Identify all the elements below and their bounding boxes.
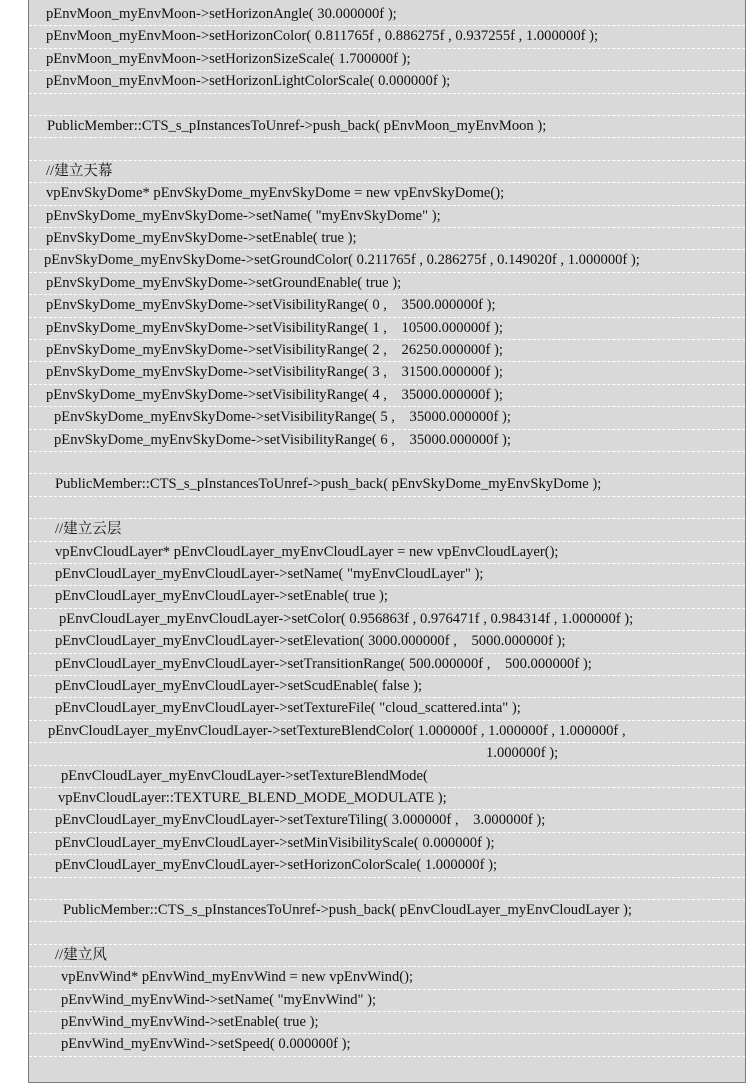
code-text: //建立风 — [55, 946, 107, 963]
code-line — [29, 116, 745, 138]
code-line — [29, 945, 745, 967]
code-text: pEnvWind_myEnvWind->setName( "myEnvWind" ); — [61, 991, 377, 1008]
code-text: vpEnvCloudLayer* pEnvCloudLayer_myEnvCloudLayer = new vpEnvCloudLayer(); — [55, 543, 559, 560]
code-text: pEnvMoon_myEnvMoon->setHorizonLightColorScale( 0.000000f ); — [46, 73, 451, 90]
code-line — [29, 26, 745, 48]
code-line — [29, 1034, 745, 1056]
code-text: PublicMember::CTS_s_pInstancesToUnref->push_back( pEnvSkyDome_myEnvSkyDome ); — [55, 476, 602, 493]
code-line — [29, 183, 745, 205]
code-text: vpEnvWind* pEnvWind_myEnvWind = new vpEnvWind(); — [61, 969, 414, 986]
code-listing — [28, 0, 746, 1083]
code-line — [29, 878, 745, 900]
code-line — [29, 385, 745, 407]
code-line — [29, 273, 745, 295]
code-text: pEnvWind_myEnvWind->setSpeed( 0.000000f ); — [61, 1036, 351, 1053]
code-text: pEnvCloudLayer_myEnvCloudLayer->setColor( 0.956863f , 0.976471f , 0.984314f , 1.000000f ); — [59, 610, 634, 627]
code-line — [29, 721, 745, 743]
code-line — [29, 766, 745, 788]
code-text: PublicMember::CTS_s_pInstancesToUnref->push_back( pEnvMoon_myEnvMoon ); — [47, 118, 547, 134]
code-line — [29, 4, 745, 26]
code-line — [29, 161, 745, 183]
code-text: //建立天幕 — [46, 162, 113, 179]
code-line — [29, 542, 745, 564]
code-text: pEnvSkyDome_myEnvSkyDome->setEnable( true ); — [46, 230, 357, 246]
code-text: pEnvCloudLayer_myEnvCloudLayer->setTextureBlendColor( 1.000000f , 1.000000f , 1.000000f , — [48, 722, 626, 739]
code-text: pEnvSkyDome_myEnvSkyDome->setVisibilityRange( 6 , 35000.000000f ); — [54, 431, 511, 448]
code-text: pEnvCloudLayer_myEnvCloudLayer->setName( "myEnvCloudLayer" ); — [55, 566, 484, 582]
code-text: PublicMember::CTS_s_pInstancesToUnref->push_back( pEnvCloudLayer_myEnvCloudLayer ); — [63, 902, 632, 918]
code-text: pEnvSkyDome_myEnvSkyDome->setVisibilityRange( 0 , 3500.000000f ); — [46, 297, 496, 314]
code-line — [29, 676, 745, 698]
code-line — [29, 340, 745, 362]
code-line — [29, 94, 745, 116]
code-text: pEnvWind_myEnvWind->setEnable( true ); — [61, 1014, 319, 1030]
code-line — [29, 564, 745, 586]
code-line — [29, 609, 745, 631]
code-text: pEnvCloudLayer_myEnvCloudLayer->setTransitionRange( 500.000000f , 500.000000f ); — [55, 655, 592, 672]
code-text: pEnvSkyDome_myEnvSkyDome->setVisibilityRange( 3 , 31500.000000f ); — [46, 364, 503, 381]
code-text: pEnvCloudLayer_myEnvCloudLayer->setTextureBlendMode( — [61, 767, 428, 784]
code-line — [29, 743, 745, 765]
code-line — [29, 497, 745, 519]
code-text: pEnvSkyDome_myEnvSkyDome->setGroundEnable( true ); — [46, 274, 402, 291]
code-text: pEnvCloudLayer_myEnvCloudLayer->setTextureTiling( 3.000000f , 3.000000f ); — [55, 812, 546, 829]
code-text: pEnvMoon_myEnvMoon->setHorizonColor( 0.811765f , 0.886275f , 0.937255f , 1.000000f ); — [46, 28, 599, 45]
code-line — [29, 138, 745, 160]
code-text: 1.000000f ); — [486, 745, 559, 762]
code-line — [29, 855, 745, 877]
code-text: pEnvMoon_myEnvMoon->setHorizonAngle( 30.000000f ); — [46, 6, 397, 22]
code-text: pEnvSkyDome_myEnvSkyDome->setGroundColor( 0.211765f , 0.286275f , 0.149020f , 1.000000f ); — [44, 252, 640, 269]
code-line — [29, 810, 745, 832]
code-text: pEnvMoon_myEnvMoon->setHorizonSizeScale( 1.700000f ); — [46, 50, 411, 67]
code-line — [29, 519, 745, 541]
code-text: pEnvCloudLayer_myEnvCloudLayer->setScudEnable( false ); — [55, 678, 423, 694]
code-text: vpEnvCloudLayer::TEXTURE_BLEND_MODE_MODULATE ); — [58, 790, 447, 806]
code-line — [29, 833, 745, 855]
code-line — [29, 788, 745, 810]
code-line — [29, 586, 745, 608]
code-line — [29, 1012, 745, 1034]
code-text: //建立云层 — [55, 521, 122, 538]
code-text: pEnvSkyDome_myEnvSkyDome->setVisibilityRange( 5 , 35000.000000f ); — [54, 409, 511, 426]
code-line — [29, 250, 745, 272]
code-text: pEnvSkyDome_myEnvSkyDome->setName( "myEnvSkyDome" ); — [46, 207, 441, 224]
code-line — [29, 206, 745, 228]
code-line — [29, 900, 745, 922]
code-text: vpEnvSkyDome* pEnvSkyDome_myEnvSkyDome = new vpEnvSkyDome(); — [46, 185, 505, 202]
code-line — [29, 71, 745, 93]
code-line — [29, 49, 745, 71]
code-line — [29, 967, 745, 989]
code-text: pEnvCloudLayer_myEnvCloudLayer->setElevation( 3000.000000f , 5000.000000f ); — [55, 633, 566, 650]
code-text: pEnvCloudLayer_myEnvCloudLayer->setEnable( true ); — [55, 588, 388, 605]
code-text: pEnvSkyDome_myEnvSkyDome->setVisibilityRange( 2 , 26250.000000f ); — [46, 342, 503, 358]
code-line — [29, 654, 745, 676]
code-text: pEnvSkyDome_myEnvSkyDome->setVisibilityRange( 4 , 35000.000000f ); — [46, 386, 503, 403]
code-line — [29, 452, 745, 474]
code-text: pEnvCloudLayer_myEnvCloudLayer->setMinVisibilityScale( 0.000000f ); — [55, 834, 495, 851]
code-line — [29, 922, 745, 944]
code-line — [29, 430, 745, 452]
code-line — [29, 407, 745, 429]
code-line — [29, 318, 745, 340]
code-text: pEnvCloudLayer_myEnvCloudLayer->setTextureFile( "cloud_scattered.inta" ); — [55, 700, 521, 717]
code-line — [29, 990, 745, 1012]
code-line — [29, 631, 745, 653]
code-line — [29, 474, 745, 496]
code-line — [29, 228, 745, 250]
code-line — [29, 698, 745, 720]
code-text: pEnvSkyDome_myEnvSkyDome->setVisibilityRange( 1 , 10500.000000f ); — [46, 319, 503, 336]
code-line — [29, 295, 745, 317]
code-line — [29, 362, 745, 384]
code-text: pEnvCloudLayer_myEnvCloudLayer->setHorizonColorScale( 1.000000f ); — [55, 857, 498, 874]
